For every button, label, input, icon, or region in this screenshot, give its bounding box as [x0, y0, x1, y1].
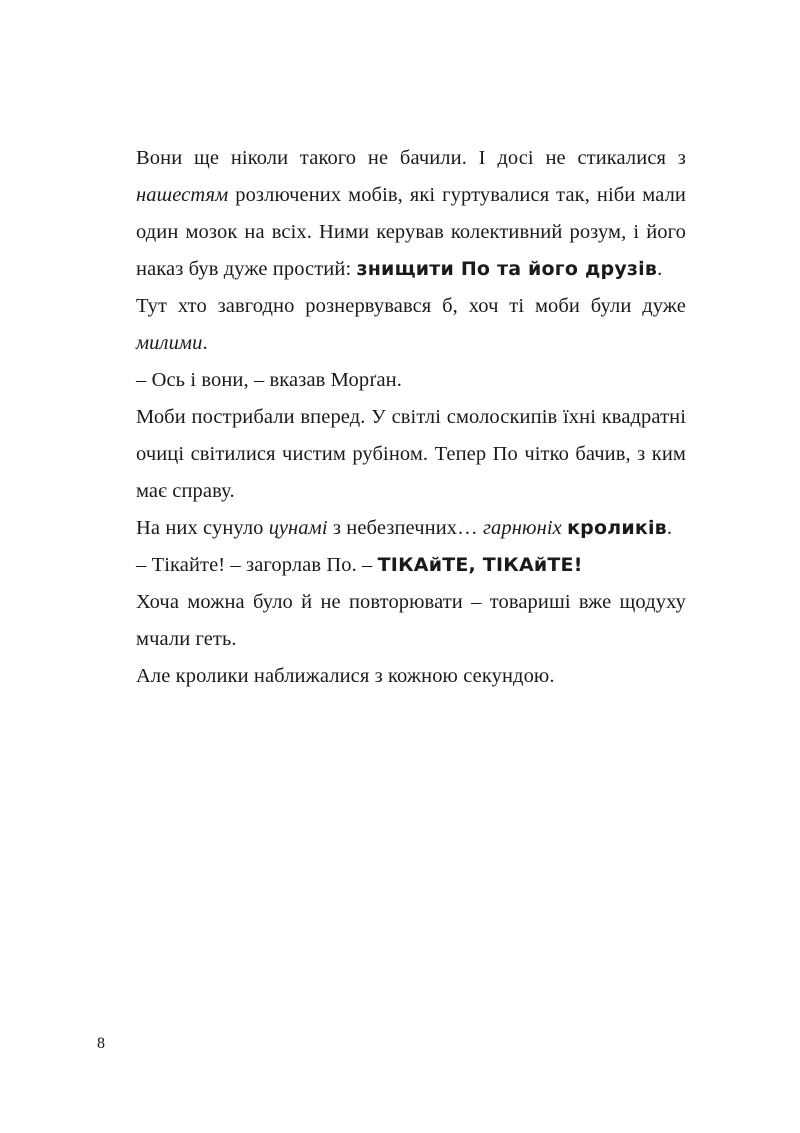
shout-run: ТІКАйТЕ, ТІКАйТЕ! — [377, 554, 583, 576]
paragraph: – Ось і вони, – вказав Морґан. — [136, 369, 402, 391]
paragraph: На них сунуло цунамі з небезпечних… гарнюніх кроликів. — [136, 517, 673, 539]
paragraph: – Тікайте! – загорлав По. – ТІКАйТЕ, ТІКАйТЕ! — [136, 554, 583, 576]
emphasis-run: гарнюніх — [482, 517, 562, 539]
paragraph: Вони ще ніколи такого не бачили. І досі не стикалися з нашестям розлючених мобів, які гуртувалися так, ніби мали один мозок на всіх. Ними керував колективний розум, і його наказ був дуже простий: знищити По та його друзів. — [136, 147, 686, 280]
body-text — [136, 140, 686, 695]
paragraph: Тут хто завгодно рознервувався б, хоч ті моби були дуже милими. — [136, 295, 686, 354]
paragraph: Моби пострибали вперед. У світлі смолоскипів їхні квадратні очиці світилися чистим рубіном. Тепер По чітко бачив, з ким має справу. — [136, 406, 686, 502]
emphasis-run: нашестям — [136, 184, 229, 206]
shout-run: знищити По та його друзів — [356, 258, 658, 280]
shout-run: кроликів — [567, 517, 667, 539]
paragraph: Хоча можна було й не повторювати – товариші вже щодуху мчали геть. — [136, 591, 686, 650]
emphasis-run: милими — [136, 332, 203, 354]
page-number: 8 — [97, 1035, 105, 1052]
emphasis-run: цунамі — [268, 517, 328, 539]
paragraph: Але кролики наближалися з кожною секундою. — [136, 665, 555, 687]
